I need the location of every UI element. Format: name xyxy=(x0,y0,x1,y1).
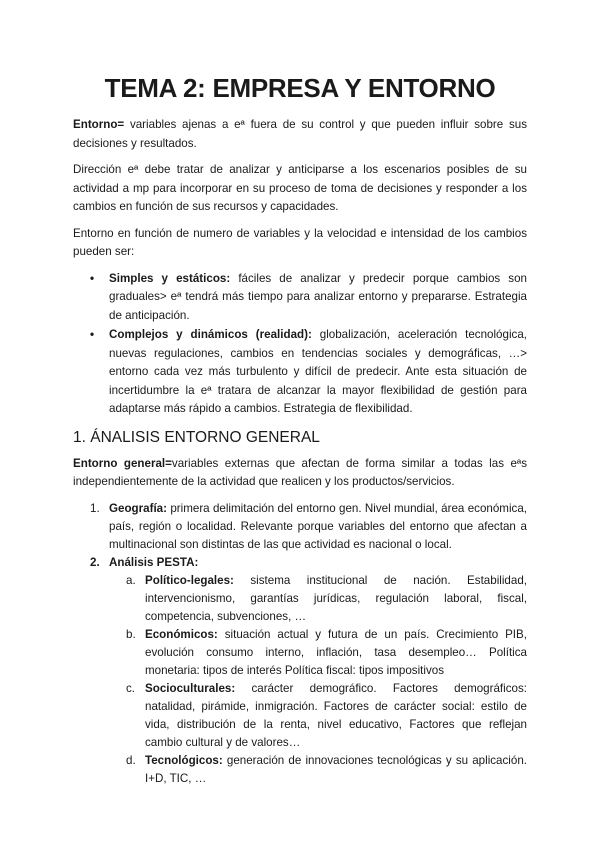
list-item-text: fáciles de analizar y predecir porque cambios son graduales> eª tendrá más tiempo para analizar entorno y prepararse. Estrategia de anticipación. xyxy=(109,271,527,322)
list-number: 2. xyxy=(90,555,100,569)
list-item xyxy=(73,554,527,788)
document-page xyxy=(73,72,527,788)
list-item-text: sistema institucional de nación. Estabilidad, intervencionismo, garantías jurídicas, regulación laboral, fiscal, competencia, subvenciones, … xyxy=(145,573,527,623)
list-number: 1. xyxy=(90,501,100,515)
intro-paragraph-3: Entorno en función de numero de variables y la velocidad e intensidad de los cambios pueden ser: xyxy=(73,226,527,258)
intro-paragraph-2: Dirección eª debe tratar de analizar y anticiparse a los escenarios posibles de su actividad a mp para incorporar en su proceso de toma de decisiones y responder a los cambios en función de sus recursos y capacidades. xyxy=(73,163,527,213)
list-item xyxy=(73,326,527,419)
list-item-term: Socioculturales: xyxy=(145,681,236,695)
entorno-term: Entorno= xyxy=(73,118,125,131)
list-item xyxy=(109,572,527,626)
entorno-general-text: variables externas que afectan de forma similar a todas las eªs independientemente de la actividad que realicen y los productos/servicios. xyxy=(73,456,528,488)
list-item-text: globalización, aceleración tecnológica, nuevas regulaciones, cambios en tendencias sociales y demográficas, …> entorno cada vez más turbulento y difícil de predecir. Ante esta situación de incertidumbre la eª tratara de alcanzar la mayor flexibilidad de gestión para adaptarse más rápido a cambios. Estrategia de flexibilidad. xyxy=(109,328,527,415)
list-item xyxy=(73,500,527,554)
list-item xyxy=(109,626,527,680)
entorno-general-term: Entorno general= xyxy=(73,456,172,470)
list-letter: d. xyxy=(126,753,136,767)
list-item xyxy=(109,752,527,788)
entorno-definition: variables ajenas a eª fuera de su control y que pueden influir sobre sus decisiones y resultados. xyxy=(73,118,527,150)
list-item-term: Económicos: xyxy=(145,627,218,641)
list-item xyxy=(73,270,527,326)
intro-paragraph-1 xyxy=(73,116,527,153)
bullet-marker: • xyxy=(90,328,95,341)
list-item-term: Político-legales: xyxy=(145,573,234,587)
pesta-list xyxy=(109,572,527,788)
list-item-term: Análisis PESTA: xyxy=(109,555,199,569)
document-title: TEMA 2: EMPRESA Y ENTORNO xyxy=(104,73,496,103)
entorno-general-definition xyxy=(73,455,527,492)
list-item-text: primera delimitación del entorno gen. Nivel mundial, área económica, país, región o localidad. Relevante porque variables del entorno que afectan a multinacional son distintas de las que actividad es nacional o local. xyxy=(109,501,527,551)
entorno-types-list xyxy=(73,270,527,419)
list-item-term: Complejos y dinámicos (realidad): xyxy=(109,328,312,341)
list-letter: c. xyxy=(126,681,136,695)
bullet-marker: • xyxy=(90,271,95,285)
list-item-term: Simples y estáticos: xyxy=(109,271,231,285)
numbered-list xyxy=(73,500,527,788)
list-item-term: Geografía: xyxy=(109,501,167,515)
list-letter: a. xyxy=(126,573,136,587)
section-heading: 1. ÁNALISIS ENTORNO GENERAL xyxy=(73,428,320,446)
list-item-term: Tecnológicos: xyxy=(145,753,223,767)
list-item-text: situación actual y futura de un país. Crecimiento PIB, evolución consumo interno, inflación, tasa desempleo… Política monetaria: tipos de interés Política fiscal: tipos impositivos xyxy=(145,627,527,677)
list-letter: b. xyxy=(126,627,136,641)
list-item-text: generación de innovaciones tecnológicas y su aplicación. I+D, TIC, … xyxy=(145,753,527,785)
list-item xyxy=(109,680,527,752)
list-item-text: carácter demográfico. Factores demográficos: natalidad, pirámide, inmigración. Factores de carácter social: estilo de vida, distribución de la renta, nivel educativo, Factores que reflejan cambio cultural y de valores… xyxy=(145,681,527,749)
